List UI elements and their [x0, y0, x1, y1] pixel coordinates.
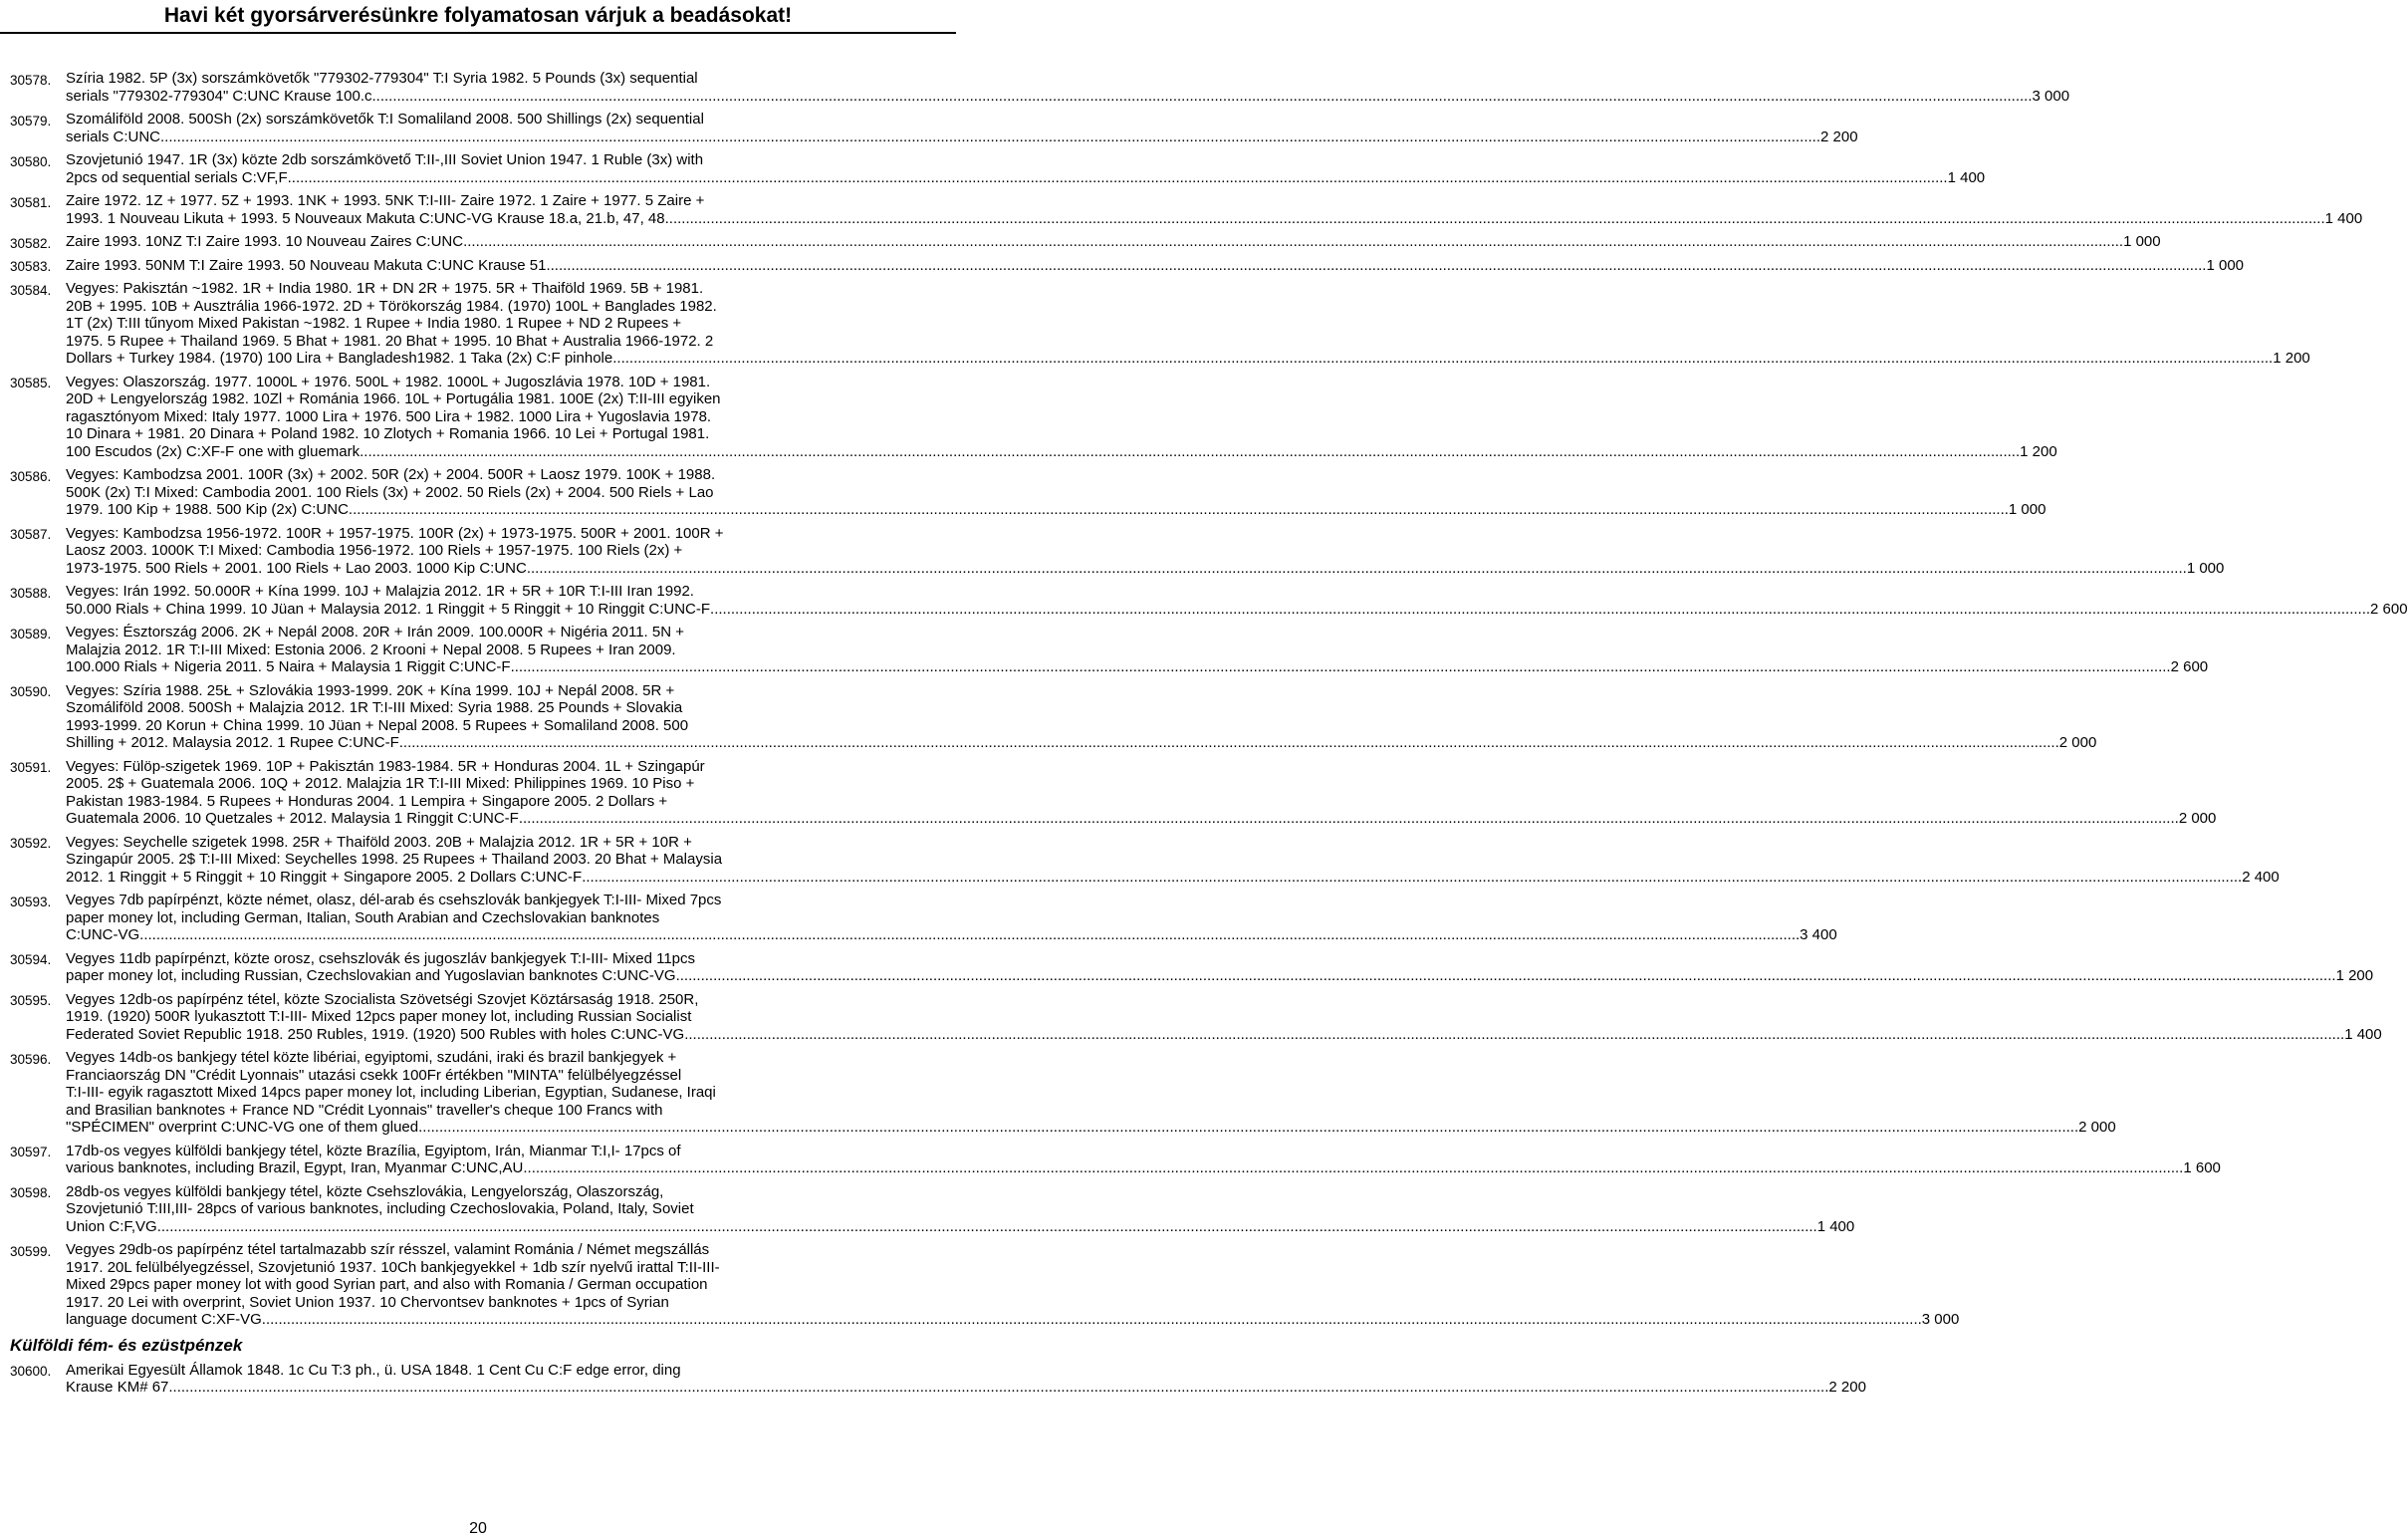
lot-price: 1 000 — [2123, 233, 2161, 250]
dot-leader: ................................................................................................................................................................................................................................................................................................................................................................................................................ — [348, 501, 2009, 518]
lot-description-line: Vegyes: Seychelle szigetek 1998. 25R + Thaiföld 2003. 20B + Malajzia 2012. 1R + 5R + 10R + — [66, 833, 692, 851]
dot-leader: ................................................................................................................................................................................................................................................................................................................................................................................................................ — [518, 810, 2179, 827]
lot-description — [66, 111, 1858, 145]
lot-description-line: Laosz 2003. 1000K T:I Mixed: Cambodia 1956-1972. 100 Riels + 1957-1975. 100 Riels (2x) + — [66, 542, 683, 559]
lot-item — [0, 192, 2363, 227]
page-header — [0, 0, 956, 34]
lot-item — [0, 757, 2217, 828]
catalog-content — [0, 70, 2408, 1403]
lot-description — [66, 466, 2047, 519]
lot-description-text: 1993. 1 Nouveau Likuta + 1993. 5 Nouveaux Makuta C:UNC-VG Krause 18.a, 21.b, 47, 48 — [66, 209, 665, 227]
lot-number: 30579. — [10, 113, 52, 128]
lot-description-line: Vegyes 14db-os bankjegy tétel közte libériai, egyiptomi, szudáni, iraki és brazil bankjegyek + — [66, 1049, 677, 1066]
lot-price: 1 000 — [2206, 256, 2245, 274]
lot-description — [66, 70, 2070, 105]
lot-number: 30585. — [10, 376, 52, 390]
lot-item — [0, 70, 2070, 105]
lot-description-line: Szomáliföld 2008. 500Sh + Malajzia 2012. 1R T:I-III Mixed: Syria 1988. 25 Pounds + Slovakia — [66, 699, 683, 716]
lot-item — [0, 624, 2209, 676]
lot-price: 1 400 — [2324, 209, 2363, 227]
lot-description-line: Szingapúr 2005. 2$ T:I-III Mixed: Seychelles 1998. 25 Rupees + Thailand 2003. 20 Bhat + Malaysia — [66, 851, 723, 868]
lot-description-line: and Brasilian banknotes + France ND "Crédit Lyonnais" traveller's cheque 100 Francs with — [66, 1101, 663, 1119]
lot-number: 30586. — [10, 468, 52, 484]
dot-leader: ................................................................................................................................................................................................................................................................................................................................................................................................................ — [510, 658, 2171, 675]
lot-description-text: 50.000 Rials + China 1999. 10 Jüan + Malaysia 2012. 1 Ringgit + 5 Ringgit + 10 Ringgit C:UNC-F — [66, 600, 711, 618]
lot-description-text: Federated Soviet Republic 1918. 250 Rubles, 1919. (1920) 500 Rubles with holes C:UNC-VG — [66, 1025, 685, 1043]
lot-description-line: 20B + 1995. 10B + Ausztrália 1966-1972. 2D + Törökország 1984. (1970) 100L + Banglades 1982. — [66, 297, 717, 315]
lot-description-text: C:UNC-VG — [66, 926, 140, 943]
lot-description-line: paper money lot, including German, Italian, South Arabian and Czechslovakian banknotes — [66, 908, 660, 926]
lot-description — [66, 681, 2097, 752]
lot-description-text: Krause KM# 67 — [66, 1379, 169, 1396]
dot-leader: ................................................................................................................................................................................................................................................................................................................................................................................................................ — [168, 1379, 1829, 1396]
lot-number: 30587. — [10, 527, 52, 542]
lot-description-line: Vegyes: Kambodzsa 2001. 100R (3x) + 2002. 50R (2x) + 2004. 500R + Laosz 1979. 100K + 1988. — [66, 466, 716, 483]
lot-description-text: 100 Escudos (2x) C:XF-F one with gluemark — [66, 442, 361, 460]
lot-description-line: Vegyes 11db papírpénzt, közte orosz, csehszlovák és jugoszláv bankjegyek T:I-III- Mixed 11pcs — [66, 949, 695, 967]
lot-description-text: paper money lot, including Russian, Czechslovakian and Yugoslavian banknotes C:UNC-VG — [66, 967, 676, 984]
lot-item — [0, 892, 1837, 944]
lot-number: 30594. — [10, 952, 52, 967]
lot-description-line — [66, 128, 1858, 146]
lot-price: 1 000 — [2186, 559, 2225, 577]
lot-description-line — [66, 734, 2097, 752]
dot-leader: ................................................................................................................................................................................................................................................................................................................................................................................................................ — [139, 926, 1801, 943]
lot-item — [0, 524, 2225, 578]
lot-description-text: Zaire 1993. 10NZ T:I Zaire 1993. 10 Nouveau Zaires C:UNC — [66, 233, 464, 250]
lot-item — [0, 466, 2047, 519]
lot-description-line: 20D + Lengyelország 1982. 10Zl + Románia 1966. 10L + Portugália 1981. 100E (2x) T:II-III egyiken — [66, 390, 721, 407]
lot-description — [66, 373, 2057, 461]
lot-price: 2 200 — [1828, 1379, 1866, 1396]
lot-description-line: T:I-III- egyik ragasztott Mixed 14pcs paper money lot, including Liberian, Egyptian, Sudanese, Iraqi — [66, 1084, 716, 1101]
lot-number: 30580. — [10, 153, 52, 169]
lot-description-text: Shilling + 2012. Malaysia 2012. 1 Rupee C:UNC-F — [66, 734, 399, 751]
lot-item — [0, 681, 2097, 752]
dot-leader: ................................................................................................................................................................................................................................................................................................................................................................................................................ — [612, 350, 2274, 367]
lot-number: 30592. — [10, 836, 52, 851]
lot-number: 30595. — [10, 993, 52, 1008]
lot-description-line — [66, 87, 2070, 106]
dot-leader: ................................................................................................................................................................................................................................................................................................................................................................................................................ — [463, 233, 2124, 250]
lot-description-line: Vegyes: Olaszország. 1977. 1000L + 1976. 500L + 1982. 1000L + Jugoszlávia 1978. 10D + 1981. — [66, 373, 711, 390]
lot-description-text: 2012. 1 Ringgit + 5 Ringgit + 10 Ringgit + Singapore 2005. 2 Dollars C:UNC-F — [66, 868, 583, 886]
lot-description — [66, 1142, 2221, 1177]
lot-number: 30600. — [10, 1364, 52, 1379]
lot-number: 30593. — [10, 894, 52, 909]
lot-description-text: serials C:UNC — [66, 128, 161, 145]
lot-description-line — [66, 926, 1837, 944]
lot-description-line — [66, 1025, 2382, 1044]
lot-item — [0, 949, 2374, 985]
lot-price: 1 400 — [1816, 1217, 1855, 1235]
lot-description-text: "SPÉCIMEN" overprint C:UNC-VG one of them glued — [66, 1119, 419, 1136]
lot-description-line: 1975. 5 Rupee + Thailand 1969. 5 Bhat + 1981. 20 Bhat + 1995. 10 Bhat + Australia 1966-1972. 2 — [66, 332, 714, 350]
lot-item — [0, 233, 2161, 251]
lot-price: 2 000 — [2058, 734, 2097, 751]
lot-description-text: various banknotes, including Brazil, Egypt, Iran, Myanmar C:UNC,AU — [66, 1159, 524, 1176]
lot-description-text: Guatemala 2006. 10 Quetzales + 2012. Malaysia 1 Ringgit C:UNC-F — [66, 810, 519, 827]
lot-description — [66, 524, 2225, 578]
lot-number: 30583. — [10, 259, 52, 274]
lot-price: 1 200 — [2020, 442, 2057, 460]
lot-description-line: Zaire 1972. 1Z + 1977. 5Z + 1993. 1NK + 1993. 5NK T:I-III- Zaire 1972. 1 Zaire + 1977. 5 Zaire + — [66, 192, 705, 209]
lot-description-line — [66, 209, 2363, 228]
lot-number: 30589. — [10, 626, 52, 641]
lot-description-line: 28db-os vegyes külföldi bankjegy tétel, közte Csehszlovákia, Lengyelország, Olaszország, — [66, 1182, 664, 1200]
lot-description-line — [66, 501, 2047, 519]
lot-description-line — [66, 256, 2245, 275]
lot-description — [66, 583, 2408, 618]
lot-description-text: language document C:XF-VG — [66, 1311, 262, 1328]
dot-leader: ................................................................................................................................................................................................................................................................................................................................................................................................................ — [287, 168, 1948, 186]
lot-description — [66, 624, 2209, 676]
lot-description-line: Szomáliföld 2008. 500Sh (2x) sorszámkövetők T:I Somaliland 2008. 500 Shillings (2x) sequential — [66, 111, 704, 128]
lot-price: 1 000 — [2008, 501, 2047, 518]
lot-description-line — [66, 1159, 2221, 1177]
lot-description-line — [66, 1379, 1866, 1397]
lot-description — [66, 256, 2245, 275]
lot-description-line — [66, 600, 2408, 619]
lot-description-line — [66, 1217, 1855, 1236]
dot-leader: ................................................................................................................................................................................................................................................................................................................................................................................................................ — [523, 1159, 2184, 1176]
lot-item — [0, 280, 2310, 368]
lot-description — [66, 990, 2382, 1044]
lot-description-line: Malajzia 2012. 1R T:I-III Mixed: Estonia 2006. 2 Krooni + Nepal 2008. 5 Rupees + Iran 2009. — [66, 641, 676, 658]
lot-price: 1 600 — [2183, 1159, 2221, 1176]
lot-description — [66, 151, 1986, 186]
lot-item — [0, 833, 2280, 887]
dot-leader: ................................................................................................................................................................................................................................................................................................................................................................................................................ — [398, 734, 2059, 751]
lot-description-text: Dollars + Turkey 1984. (1970) 100 Lira + Bangladesh1982. 1 Taka (2x) C:F pinhole — [66, 350, 613, 367]
lot-item — [0, 1361, 1866, 1397]
lot-description — [66, 833, 2280, 887]
lot-description-line — [66, 350, 2310, 368]
lot-price: 2 000 — [2078, 1119, 2116, 1136]
lot-description — [66, 892, 1837, 944]
lot-description — [66, 1049, 2116, 1137]
dot-leader: ................................................................................................................................................................................................................................................................................................................................................................................................................ — [371, 87, 2033, 105]
lot-description-line: Franciaország DN "Crédit Lyonnais" utazási csekk 100Fr értékben "MINTA" felülbélyegzéssel — [66, 1066, 682, 1084]
lot-description-line: 1919. (1920) 500R lyukasztott T:I-III- Mixed 12pcs paper money lot, including Russian Socialist — [66, 1008, 692, 1025]
lot-description-line — [66, 967, 2374, 985]
lot-number: 30578. — [10, 72, 52, 88]
lot-description-line: Szíria 1982. 5P (3x) sorszámkövetők "779302-779304" T:I Syria 1982. 5 Pounds (3x) sequential — [66, 70, 698, 87]
lot-number: 30597. — [10, 1145, 52, 1159]
lot-number: 30588. — [10, 585, 52, 601]
lot-description-line: 1917. 20L felülbélyegzéssel, Szovjetunió 1937. 10Ch bankjegyekkel + 1db szír nyelvű irattal T:II-III- — [66, 1258, 720, 1276]
lot-description-line: Vegyes: Fülöp-szigetek 1969. 10P + Pakisztán 1983-1984. 5R + Honduras 2004. 1L + Szingapúr — [66, 757, 705, 775]
lot-description-line: 500K (2x) T:I Mixed: Cambodia 2001. 100 Riels (3x) + 2002. 50 Riels (2x) + 2004. 500 Riels + Lao — [66, 483, 714, 501]
lot-number: 30596. — [10, 1051, 52, 1067]
lot-description-line — [66, 868, 2280, 887]
lot-description — [66, 1361, 1866, 1397]
lot-description-line — [66, 168, 1986, 187]
lot-price: 1 400 — [2344, 1025, 2382, 1043]
lot-description-line: Vegyes: Kambodzsa 1956-1972. 100R + 1957-1975. 100R (2x) + 1973-1975. 500R + 2001. 100R + — [66, 524, 724, 542]
lot-description-text: 1973-1975. 500 Riels + 2001. 100 Riels + Lao 2003. 1000 Kip C:UNC — [66, 559, 527, 577]
lot-item — [0, 373, 2057, 461]
lot-number: 30581. — [10, 194, 52, 210]
lot-number: 30599. — [10, 1243, 52, 1259]
lot-number: 30584. — [10, 282, 52, 298]
lot-description-line: Vegyes 29db-os papírpénz tétel tartalmazabb szír résszel, valamint Románia / Német megszállás — [66, 1241, 710, 1258]
lot-number: 30582. — [10, 235, 52, 251]
lot-description-line: Vegyes: Pakisztán ~1982. 1R + India 1980. 1R + DN 2R + 1975. 5R + Thaiföld 1969. 5B + 1981. — [66, 280, 704, 297]
lot-description-line — [66, 559, 2225, 578]
section-heading: Külföldi fém- és ezüstpénzek — [10, 1335, 243, 1355]
lot-item — [0, 1049, 2116, 1137]
lot-description-line: 1T (2x) T:III tűnyom Mixed Pakistan ~1982. 1 Rupee + India 1980. 1 Rupee + ND 2 Rupees + — [66, 315, 682, 332]
lot-price: 3 000 — [1921, 1311, 1960, 1328]
lot-number: 30598. — [10, 1185, 52, 1200]
lot-price: 1 200 — [2273, 350, 2310, 367]
lot-description-line — [66, 442, 2057, 461]
dot-leader: ................................................................................................................................................................................................................................................................................................................................................................................................................ — [582, 868, 2243, 886]
lot-price: 3 000 — [2032, 87, 2070, 105]
lot-price: 2 000 — [2178, 810, 2217, 827]
lot-item — [0, 151, 1986, 186]
lot-description-line: Szovjetunió 1947. 1R (3x) közte 2db sorszámkövető T:II-,III Soviet Union 1947. 1 Ruble (3x) with — [66, 151, 704, 168]
lot-description-line: Mixed 29pcs paper money lot with good Syrian part, and also with Romania / German occupation — [66, 1276, 708, 1293]
lot-description-line: Szovjetunió T:III,III- 28pcs of various banknotes, including Czechoslovakia, Poland, Italy, Soviet — [66, 1200, 694, 1217]
lot-item — [0, 1241, 1960, 1329]
lot-description-line: 2005. 2$ + Guatemala 2006. 10Q + 2012. Malajzia 1R T:I-III Mixed: Philippines 1969. 10 Piso + — [66, 775, 695, 792]
page-number: 20 — [469, 1520, 487, 1537]
lot-description-line: 1917. 20 Lei with overprint, Soviet Union 1937. 10 Chervontsev banknotes + 1pcs of Syrian — [66, 1293, 669, 1311]
lot-description-line — [66, 233, 2161, 251]
dot-leader: ................................................................................................................................................................................................................................................................................................................................................................................................................ — [675, 967, 2336, 984]
lot-price: 1 400 — [1947, 168, 1986, 186]
lot-description-line: Vegyes: Irán 1992. 50.000R + Kína 1999. 10J + Malajzia 2012. 1R + 5R + 10R T:I-III Iran 1992. — [66, 583, 694, 600]
lot-description-line — [66, 658, 2209, 676]
lot-description-text: Zaire 1993. 50NM T:I Zaire 1993. 50 Nouveau Makuta C:UNC Krause 51 — [66, 256, 547, 274]
lot-price: 2 200 — [1820, 128, 1858, 145]
lot-price: 1 200 — [2335, 967, 2374, 984]
dot-leader: ................................................................................................................................................................................................................................................................................................................................................................................................................ — [160, 128, 1821, 145]
dot-leader: ................................................................................................................................................................................................................................................................................................................................................................................................................ — [261, 1311, 1922, 1328]
dot-leader: ................................................................................................................................................................................................................................................................................................................................................................................................................ — [360, 442, 2021, 460]
lot-description-text: 1979. 100 Kip + 1988. 500 Kip (2x) C:UNC — [66, 501, 349, 518]
lot-list — [0, 70, 2408, 1329]
lot-description-text: serials "779302-779304" C:UNC Krause 100.c — [66, 87, 372, 105]
header-title: Havi két gyorsárverésünkre folyamatosan várjuk a beadásokat! — [163, 4, 793, 27]
dot-leader: ................................................................................................................................................................................................................................................................................................................................................................................................................ — [418, 1119, 2079, 1136]
lot-description — [66, 1241, 1960, 1329]
dot-leader: ................................................................................................................................................................................................................................................................................................................................................................................................................ — [156, 1217, 1817, 1235]
lot-description — [66, 1182, 1855, 1236]
lot-description-line: Amerikai Egyesült Államok 1848. 1c Cu T:3 ph., ü. USA 1848. 1 Cent Cu C:F edge error, ding — [66, 1361, 681, 1379]
lot-description-line: Vegyes: Észtország 2006. 2K + Nepál 2008. 20R + Irán 2009. 100.000R + Nigéria 2011. 5N + — [66, 624, 684, 641]
dot-leader: ................................................................................................................................................................................................................................................................................................................................................................................................................ — [664, 209, 2325, 227]
dot-leader: ................................................................................................................................................................................................................................................................................................................................................................................................................ — [526, 559, 2187, 577]
section-lot-list — [0, 1361, 1866, 1397]
lot-description-line: Pakistan 1983-1984. 5 Rupees + Honduras 2004. 1 Lempira + Singapore 2005. 2 Dollars + — [66, 792, 668, 810]
lot-item — [0, 990, 2382, 1044]
lot-description — [66, 192, 2363, 227]
dot-leader: ................................................................................................................................................................................................................................................................................................................................................................................................................ — [684, 1025, 2345, 1043]
lot-description-text: 2pcs od sequential serials C:VF,F — [66, 168, 288, 186]
dot-leader: ................................................................................................................................................................................................................................................................................................................................................................................................................ — [710, 600, 2371, 618]
lot-number: 30590. — [10, 684, 52, 699]
lot-item — [0, 1182, 1855, 1236]
lot-description-line — [66, 810, 2217, 828]
lot-item — [0, 583, 2408, 618]
lot-description-text: Union C:F,VG — [66, 1217, 157, 1235]
lot-description-line: 17db-os vegyes külföldi bankjegy tétel, közte Brazília, Egyiptom, Irán, Mianmar T:I,I- 17pcs of — [66, 1142, 681, 1159]
lot-item — [0, 111, 1858, 145]
lot-description-line: ragasztónyom Mixed: Italy 1977. 1000 Lira + 1976. 500 Lira + 1982. 1000 Lira + Yugoslavia 1978. — [66, 407, 712, 425]
lot-description — [66, 233, 2161, 251]
lot-price: 3 400 — [1800, 926, 1837, 943]
lot-description — [66, 949, 2374, 985]
dot-leader: ................................................................................................................................................................................................................................................................................................................................................................................................................ — [546, 256, 2207, 274]
lot-item — [0, 256, 2245, 275]
lot-price: 2 600 — [2370, 600, 2408, 618]
lot-description-line: Vegyes 7db papírpénzt, közte német, olasz, dél-arab és csehszlovák bankjegyek T:I-III- Mixed 7pcs — [66, 892, 722, 908]
lot-description-line — [66, 1119, 2116, 1137]
lot-price: 2 600 — [2170, 658, 2209, 675]
lot-description — [66, 757, 2217, 828]
lot-description-text: 100.000 Rials + Nigeria 2011. 5 Naira + Malaysia 1 Riggit C:UNC-F — [66, 658, 511, 675]
lot-description-line: 10 Dinara + 1981. 20 Dinara + Poland 1982. 10 Zlotych + Romania 1966. 10 Lei + Portugal 1981. — [66, 425, 710, 442]
lot-description-line: 1993-1999. 20 Korun + China 1999. 10 Jüan + Nepal 2008. 5 Rupees + Somaliland 2008. 500 — [66, 716, 689, 734]
lot-description-line: Vegyes: Szíria 1988. 25Ł + Szlovákia 1993-1999. 20K + Kína 1999. 10J + Nepál 2008. 5R + — [66, 681, 675, 699]
lot-description — [66, 280, 2310, 368]
lot-item — [0, 1142, 2221, 1177]
lot-description-line: Vegyes 12db-os papírpénz tétel, közte Szocialista Szövetségi Szovjet Köztársaság 1918. 250R, — [66, 990, 699, 1008]
lot-number: 30591. — [10, 760, 52, 775]
lot-price: 2 400 — [2242, 868, 2280, 886]
lot-description-line — [66, 1311, 1960, 1329]
